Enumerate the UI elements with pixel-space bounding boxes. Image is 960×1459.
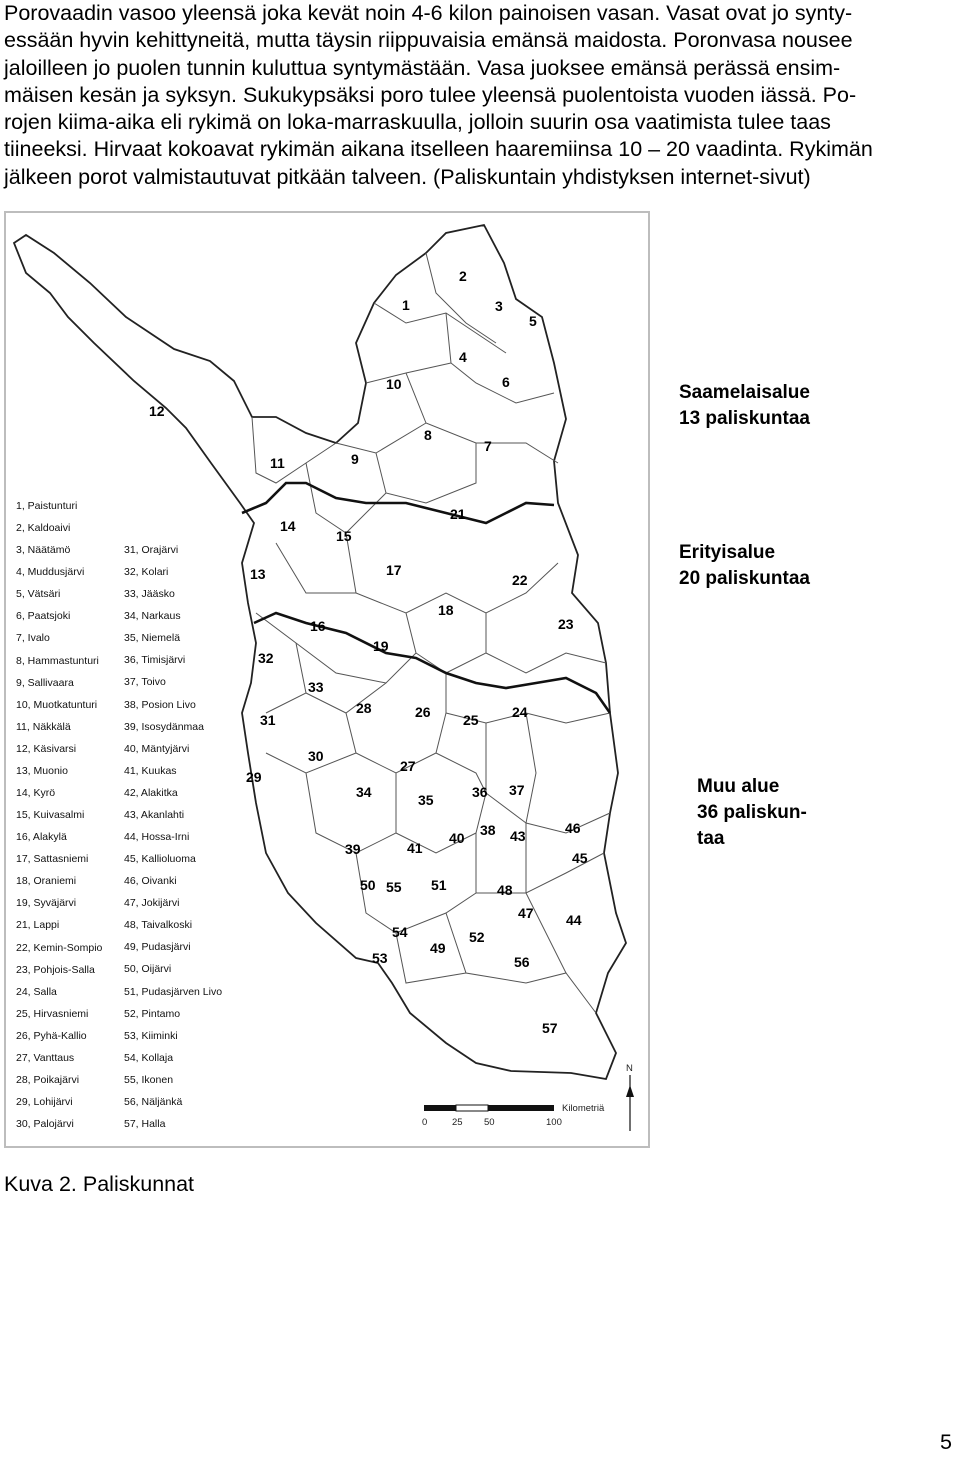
district-number: 53 bbox=[372, 950, 388, 966]
district-number: 34 bbox=[356, 784, 372, 800]
district-number: 11 bbox=[270, 455, 285, 471]
district-number: 37 bbox=[509, 782, 525, 798]
district-number: 30 bbox=[308, 748, 324, 764]
body-paragraph bbox=[4, 0, 954, 191]
district-number: 36 bbox=[472, 784, 488, 800]
legend-entry: 12, Käsivarsi bbox=[16, 742, 77, 755]
legend-entry: 35, Niemelä bbox=[124, 632, 181, 645]
district-number: 12 bbox=[149, 403, 165, 419]
district-number: 26 bbox=[415, 704, 431, 720]
district-number: 38 bbox=[480, 822, 496, 838]
district-number: 3 bbox=[495, 298, 503, 314]
district-number: 40 bbox=[449, 830, 465, 846]
legend-entry: 41, Kuukas bbox=[124, 764, 177, 777]
legend-entry: 49, Pudasjärvi bbox=[124, 941, 191, 954]
scale-tick: 25 bbox=[452, 1117, 463, 1128]
legend-entry: 19, Syväjärvi bbox=[16, 897, 77, 910]
legend-entry: 36, Timisjärvi bbox=[124, 654, 186, 667]
legend-entry: 46, Oivanki bbox=[124, 875, 177, 888]
legend-list-right bbox=[124, 539, 222, 1135]
legend-entry: 26, Pyhä-Kallio bbox=[16, 1029, 87, 1042]
legend-entry: 33, Jääsko bbox=[124, 588, 175, 601]
legend-entry: 18, Oraniemi bbox=[16, 875, 77, 888]
legend-entry: 47, Jokijärvi bbox=[124, 897, 180, 910]
district-number: 18 bbox=[438, 602, 454, 618]
legend-entry: 13, Muonio bbox=[16, 764, 68, 777]
district-number: 46 bbox=[565, 820, 581, 836]
legend-entry: 37, Toivo bbox=[124, 676, 166, 689]
scale-unit: Kilometriä bbox=[562, 1103, 605, 1114]
saami-boundary bbox=[242, 483, 554, 523]
north-label: N bbox=[626, 1063, 633, 1074]
other-area-label: Muu alue 36 paliskun- taa bbox=[697, 776, 807, 849]
district-number: 55 bbox=[386, 879, 402, 895]
district-number: 21 bbox=[450, 506, 466, 522]
legend-entry: 29, Lohijärvi bbox=[16, 1096, 73, 1109]
scale-tick: 100 bbox=[546, 1117, 562, 1128]
legend-entry: 17, Sattasniemi bbox=[16, 853, 89, 866]
district-number: 29 bbox=[246, 769, 262, 785]
legend-entry: 15, Kuivasalmi bbox=[16, 809, 85, 822]
special-area-label: Erityisalue 20 paliskuntaa bbox=[679, 542, 810, 589]
page-number: 5 bbox=[940, 1430, 952, 1454]
district-number: 57 bbox=[542, 1020, 558, 1036]
district-number: 35 bbox=[418, 792, 434, 808]
legend-entry: 44, Hossa-Irni bbox=[124, 831, 190, 844]
district-number: 48 bbox=[497, 882, 513, 898]
legend-entry: 7, Ivalo bbox=[16, 632, 50, 645]
legend-entry: 3, Näätämö bbox=[16, 544, 71, 557]
legend-entry: 38, Posion Livo bbox=[124, 698, 196, 711]
district-number: 22 bbox=[512, 572, 528, 588]
district-number: 49 bbox=[430, 940, 446, 956]
figure-caption: Kuva 2. Paliskunnat bbox=[4, 1172, 195, 1196]
legend-entry: 14, Kyrö bbox=[16, 787, 56, 800]
district-number: 43 bbox=[510, 828, 526, 844]
district-number: 6 bbox=[502, 374, 510, 390]
legend-entry: 4, Muddusjärvi bbox=[16, 566, 85, 579]
district-number: 1 bbox=[402, 297, 410, 313]
legend-entry: 6, Paatsjoki bbox=[16, 610, 71, 623]
legend-entry: 57, Halla bbox=[124, 1118, 166, 1131]
paragraph-line: jälkeen porot valmistautuvat pitkään talveen. (Paliskuntain yhdistyksen internet-sivut) bbox=[4, 164, 811, 189]
district-number: 24 bbox=[512, 704, 528, 720]
district-number: 47 bbox=[518, 905, 534, 921]
district-number: 41 bbox=[407, 840, 423, 856]
legend-entry: 16, Alakylä bbox=[16, 831, 67, 844]
paragraph-line: jaloilleen jo puolen tunnin kuluttua syntymästään. Vasa juoksee emänsä perässä ensim- bbox=[4, 55, 841, 80]
district-number: 8 bbox=[424, 427, 432, 443]
district-number: 10 bbox=[386, 376, 402, 392]
north-arrow-icon bbox=[626, 1063, 634, 1131]
legend-entry: 34, Narkaus bbox=[124, 610, 181, 623]
district-number: 4 bbox=[459, 349, 467, 365]
legend-entry: 22, Kemin-Sompio bbox=[16, 941, 103, 954]
district-number: 56 bbox=[514, 954, 530, 970]
legend-entry: 28, Poikajärvi bbox=[16, 1074, 80, 1087]
district-borders bbox=[252, 253, 610, 1013]
legend-entry: 24, Salla bbox=[16, 985, 57, 998]
district-number: 25 bbox=[463, 712, 479, 728]
legend-entry: 42, Alakitka bbox=[124, 786, 178, 799]
scale-tick: 50 bbox=[484, 1117, 495, 1128]
scale-tick: 0 bbox=[422, 1117, 428, 1128]
district-number: 19 bbox=[373, 638, 389, 654]
district-number: 50 bbox=[360, 877, 376, 893]
legend-entry: 39, Isosydänmaa bbox=[124, 720, 204, 733]
district-number: 5 bbox=[529, 313, 537, 329]
district-number: 39 bbox=[345, 841, 361, 857]
paragraph-line: rojen kiima-aika eli rykimä on loka-marraskuulla, jolloin suurin osa vaatimista tulee taas bbox=[4, 110, 831, 135]
legend-entry: 45, Kallioluoma bbox=[124, 853, 196, 866]
district-number: 31 bbox=[260, 712, 276, 728]
district-number: 32 bbox=[258, 650, 274, 666]
district-number: 14 bbox=[280, 518, 296, 534]
legend-entry: 52, Pintamo bbox=[124, 1007, 181, 1020]
herding-districts-map bbox=[4, 211, 650, 1148]
district-number: 44 bbox=[566, 912, 582, 928]
legend-entry: 54, Kollaja bbox=[124, 1051, 174, 1064]
district-number: 15 bbox=[336, 528, 352, 544]
paragraph-line: essään hyvin kehittyneitä, mutta täysin riippuvaisia emänsä maidosta. Poronvasa nousee bbox=[4, 28, 853, 53]
legend-entry: 1, Paistunturi bbox=[16, 500, 78, 512]
legend-entry: 31, Orajärvi bbox=[124, 544, 179, 556]
legend-entry: 25, Hirvasniemi bbox=[16, 1007, 89, 1020]
legend-entry: 23, Pohjois-Salla bbox=[16, 963, 95, 976]
legend-entry: 5, Vätsäri bbox=[16, 588, 61, 601]
district-number: 45 bbox=[572, 850, 588, 866]
legend-entry: 56, Näljänkä bbox=[124, 1095, 183, 1108]
paragraph-line: tiineeksi. Hirvaat kokoavat rykimän aikana itselleen haaremiinsa 10 – 20 vaadinta. Rykimän bbox=[4, 137, 873, 162]
district-number: 9 bbox=[351, 451, 359, 467]
legend-entry: 32, Kolari bbox=[124, 566, 169, 579]
district-number: 16 bbox=[310, 618, 326, 634]
legend-entry: 51, Pudasjärven Livo bbox=[124, 985, 223, 998]
special-boundary bbox=[254, 613, 610, 713]
legend-entry: 55, Ikonen bbox=[124, 1073, 174, 1086]
district-number: 52 bbox=[469, 929, 485, 945]
legend-entry: 30, Palojärvi bbox=[16, 1118, 74, 1131]
legend-entry: 50, Oijärvi bbox=[124, 963, 172, 976]
district-number: 28 bbox=[356, 700, 372, 716]
district-number: 2 bbox=[459, 268, 467, 284]
legend-entry: 27, Vanttaus bbox=[16, 1051, 75, 1064]
district-number: 17 bbox=[386, 562, 402, 578]
district-number: 54 bbox=[392, 924, 408, 940]
legend-entry: 21, Lappi bbox=[16, 919, 60, 932]
district-number: 7 bbox=[484, 438, 492, 454]
map-outline bbox=[14, 225, 626, 1079]
saami-area-label: Saamelaisalue 13 paliskuntaa bbox=[679, 382, 810, 429]
paragraph-line: Porovaadin vasoo yleensä joka kevät noin 4-6 kilon painoisen vasan. Vasat ovat jo synty- bbox=[4, 1, 853, 25]
legend-list-left bbox=[16, 495, 102, 1135]
district-number: 33 bbox=[308, 679, 324, 695]
district-number: 23 bbox=[558, 616, 574, 632]
legend-entry: 43, Akanlahti bbox=[124, 808, 185, 821]
legend-entry: 48, Taivalkoski bbox=[124, 919, 193, 932]
legend-entry: 40, Mäntyjärvi bbox=[124, 742, 190, 755]
district-number: 51 bbox=[431, 877, 447, 893]
legend-entry: 9, Sallivaara bbox=[16, 676, 74, 689]
legend-entry: 2, Kaldoaivi bbox=[16, 522, 71, 535]
legend-entry: 10, Muotkatunturi bbox=[16, 698, 98, 711]
district-number: 13 bbox=[250, 566, 266, 582]
district-number: 27 bbox=[400, 758, 416, 774]
legend-entry: 53, Kiiminki bbox=[124, 1029, 178, 1042]
paragraph-line: mäisen kesän ja syksyn. Sukukypsäksi poro tulee yleensä puolentoista vuoden iässä. Po- bbox=[4, 82, 857, 107]
legend-entry: 11, Näkkälä bbox=[16, 720, 71, 733]
legend-entry: 8, Hammastunturi bbox=[16, 654, 99, 667]
scale-bar bbox=[422, 1103, 605, 1128]
